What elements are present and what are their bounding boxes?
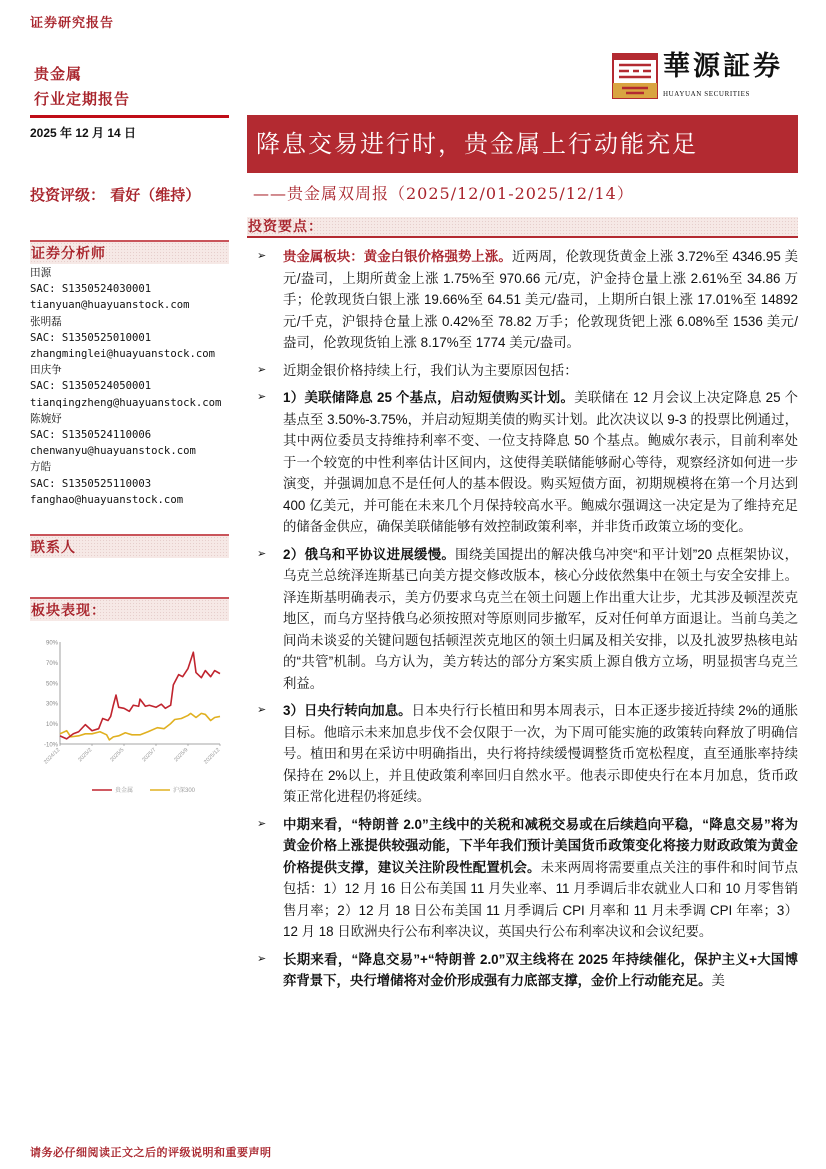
- y-tick-label: 90%: [45, 640, 58, 647]
- key-points-list: [254, 246, 798, 998]
- analyst-name: 张明磊: [30, 315, 62, 328]
- logo-name: 華源証券: [663, 51, 783, 82]
- analyst-email[interactable]: zhangminglei@huayuanstock.com: [30, 348, 215, 361]
- key-point-item: [254, 544, 798, 695]
- analyst-name: 田庆争: [30, 364, 62, 377]
- bullet-arrow-icon: ➢: [257, 817, 267, 830]
- key-point-item: [254, 387, 798, 538]
- y-tick-label: -10%: [43, 742, 58, 749]
- key-point-lead: 2）俄乌和平协议进展缓慢。: [283, 546, 456, 562]
- report-type: 行业定期报告: [34, 90, 131, 108]
- key-point-lead: 3）日央行转向加息。: [283, 703, 412, 718]
- key-point-text: 美: [711, 973, 725, 988]
- analyst-name: 方皓: [30, 461, 52, 474]
- y-tick-label: 70%: [45, 660, 58, 667]
- bullet-arrow-icon: ➢: [257, 363, 267, 376]
- sector-performance-chart: [30, 632, 229, 802]
- x-tick-label: 2025/5: [109, 747, 126, 764]
- key-point-item: [254, 700, 798, 808]
- series-line-0: [60, 652, 220, 739]
- bullet-arrow-icon: ➢: [257, 547, 267, 560]
- analysts-heading: 证券分析师: [30, 240, 229, 264]
- key-point-text: 美联储在 12 月会议上决定降息 25 个基点至 3.50%-3.75%，并启动短期美债的购买计划。此次决议以 9-3 的投票比例通过，其中两位委员支持维持利率不变、一位支持降息 50 个基点。鲍威尔表示，目前利率处于一个较宽的中性利率估计区间内，这使得美联储能够耐心等待，观察经济如何进一步演变，并强调加息不是任何人的基本假设。购买短债方面，初期规模将在第一个月达到 400 亿美元，并可能在未来几个月保持较高水平。鲍威尔强调这一决定是为了维持充足的储备金供应，确保美联储能够有效控制政策利率，并非货币政策立场的变化。: [283, 390, 799, 534]
- y-tick-label: 10%: [45, 722, 58, 729]
- disclaimer-footer: 请务必仔细阅读正文之后的评级说明和重要声明: [30, 1146, 272, 1159]
- analyst-sac: SAC: S1350524110006: [30, 429, 152, 442]
- report-subtitle: ——贵金属双周报（2025/12/01-2025/12/14）: [253, 184, 634, 203]
- key-point-lead: 1）美联储降息 25 个基点，启动短债购买计划。: [283, 390, 575, 405]
- key-point-text: 近两周，伦敦现货黄金上涨 3.72%至 4346.95 美元/盎司，上期所黄金上涨 1.75%至 970.66 元/克，沪金持仓量上涨 2.61%至 34.86 万手；伦敦现货白银上涨 19.66%至 64.51 美元/盎司，上期所白银上涨 17.01%至 14892 元/千克，沪银持仓量上涨 0.42%至 78.82 万手；伦敦现货钯上涨 6.08%至 1536 美元/盎司，伦敦现货铂上涨 8.17%至 1774 美元/盎司。: [283, 249, 798, 350]
- key-point-item: [254, 246, 798, 354]
- key-point-text: 未来两周将需要重点关注的事件和时间节点包括：1）12 月 16 日公布美国 11 月失业率、11 月季调后非农就业人口和 10 月零售销售月率；2）12 月 18 日公布美国 11 月季调后 CPI 月率和 11 月未季调 CPI 年率；3）12 月 18 日欧洲央行公布利率决议，英国央行公布利率决议和会议纪要。: [283, 859, 799, 939]
- analyst-sac: SAC: S1350525010001: [30, 331, 152, 344]
- key-point-lead: 贵金属板块：黄金白银价格强势上涨。: [283, 249, 512, 264]
- analyst-email[interactable]: chenwanyu@huayuanstock.com: [30, 445, 196, 458]
- analyst-list: [30, 265, 221, 508]
- analyst-email[interactable]: tianqingzheng@huayuanstock.com: [30, 396, 222, 409]
- key-point-lead: 长期来看，“降息交易”+“特朗普 2.0”双主线将在 2025 年持续催化，保护主义+大国博弈背景下，央行增储将对金价形成强有力底部支撑，金价上行动能充足。: [283, 951, 798, 988]
- analyst-email[interactable]: tianyuan@huayuanstock.com: [30, 299, 190, 312]
- y-tick-label: 50%: [45, 681, 58, 688]
- report-title: 降息交易进行时，贵金属上行动能充足: [247, 115, 798, 173]
- key-points-heading: 投资要点：: [247, 217, 798, 238]
- logo-emblem-icon: [612, 53, 658, 99]
- bullet-arrow-icon: ➢: [257, 704, 267, 716]
- legend-label: 沪深300: [173, 788, 196, 794]
- investment-rating: 投资评级： 看好（维持）: [30, 186, 201, 204]
- x-tick-label: 2025/12: [203, 747, 222, 766]
- sector-name: 贵金属: [34, 65, 83, 83]
- bullet-arrow-icon: ➢: [257, 250, 267, 262]
- doc-type-label: 证券研究报告: [30, 16, 115, 31]
- divider: [30, 115, 229, 118]
- y-tick-label: 30%: [45, 701, 58, 708]
- analyst-sac: SAC: S1350524050001: [30, 380, 152, 393]
- key-point-lead: 中期来看，“特朗普 2.0”主线中的关税和减税交易或在后续趋向平稳，“降息交易”将为黄金价格上涨提供较强动能，下半年我们预计美国货币政策变化将接力财政政策为黄金价格提供支撑，建议关注阶段性配置机会。: [283, 816, 798, 875]
- sector-block: [34, 62, 130, 112]
- bullet-arrow-icon: ➢: [257, 391, 267, 403]
- x-tick-label: 2025/7: [141, 747, 158, 764]
- analyst-email[interactable]: fanghao@huayuanstock.com: [30, 493, 184, 506]
- x-tick-label: 2024/12: [43, 747, 62, 766]
- analyst-name: 陈婉妤: [30, 412, 62, 425]
- key-point-text: 围绕美国提出的解决俄乌冲突“和平计划”20 点框架协议，乌克兰总统泽连斯基已向美方提交修改版本，核心分歧依然集中在领土与安全安排上。泽连斯基明确表示，美方仍要求乌克兰在领土问题上作出重大让步，尤其涉及顿涅茨克地区，而乌方坚持俄乌必须按照对等原则同步撤军，反对任何单方面退让。当前乌美之间尚未谈妥的关键问题包括顿涅茨克地区的领土归属及相关安排，以及扎波罗热核电站的“共管”机制。乌方认为，美方转达的部分方案实质上源自俄方立场，明显损害乌克兰利益。: [283, 546, 798, 691]
- analyst-sac: SAC: S1350524030001: [30, 283, 152, 296]
- analyst-sac: SAC: S1350525110003: [30, 477, 152, 490]
- key-point-item: [254, 814, 798, 943]
- contacts-heading: 联系人: [30, 534, 229, 558]
- x-tick-label: 2025/2: [77, 747, 94, 764]
- analyst-name: 田源: [30, 267, 52, 279]
- key-point-text: 近期金银价格持续上行，我们认为主要原因包括：: [283, 362, 578, 378]
- performance-heading: 板块表现：: [30, 597, 229, 621]
- key-point-text: 日本央行行长植田和男本周表示，日本正逐步接近持续 2%的通胀目标。他暗示未来加息步伐不会仅限于一次，为下周可能实施的政策转向释放了明确信号。植田和男在采访中明确指出，央行将持续缓慢调整货币宽松程度，直至通胀率持续保持在 2%以上，并且使政策利率回归自然水平。他表示即使央行在本月加息，货币政策正常化进程仍将延续。: [283, 703, 799, 804]
- bullet-arrow-icon: ➢: [257, 952, 267, 965]
- key-point-item: [254, 360, 798, 382]
- company-logo: [612, 53, 658, 101]
- logo-subtitle: HUAYUAN SECURITIES: [663, 90, 750, 98]
- report-date: 2025 年 12 月 14 日: [30, 126, 137, 140]
- x-tick-label: 2025/9: [173, 747, 190, 764]
- legend-label: 贵金属: [115, 788, 134, 794]
- key-point-item: [254, 949, 798, 992]
